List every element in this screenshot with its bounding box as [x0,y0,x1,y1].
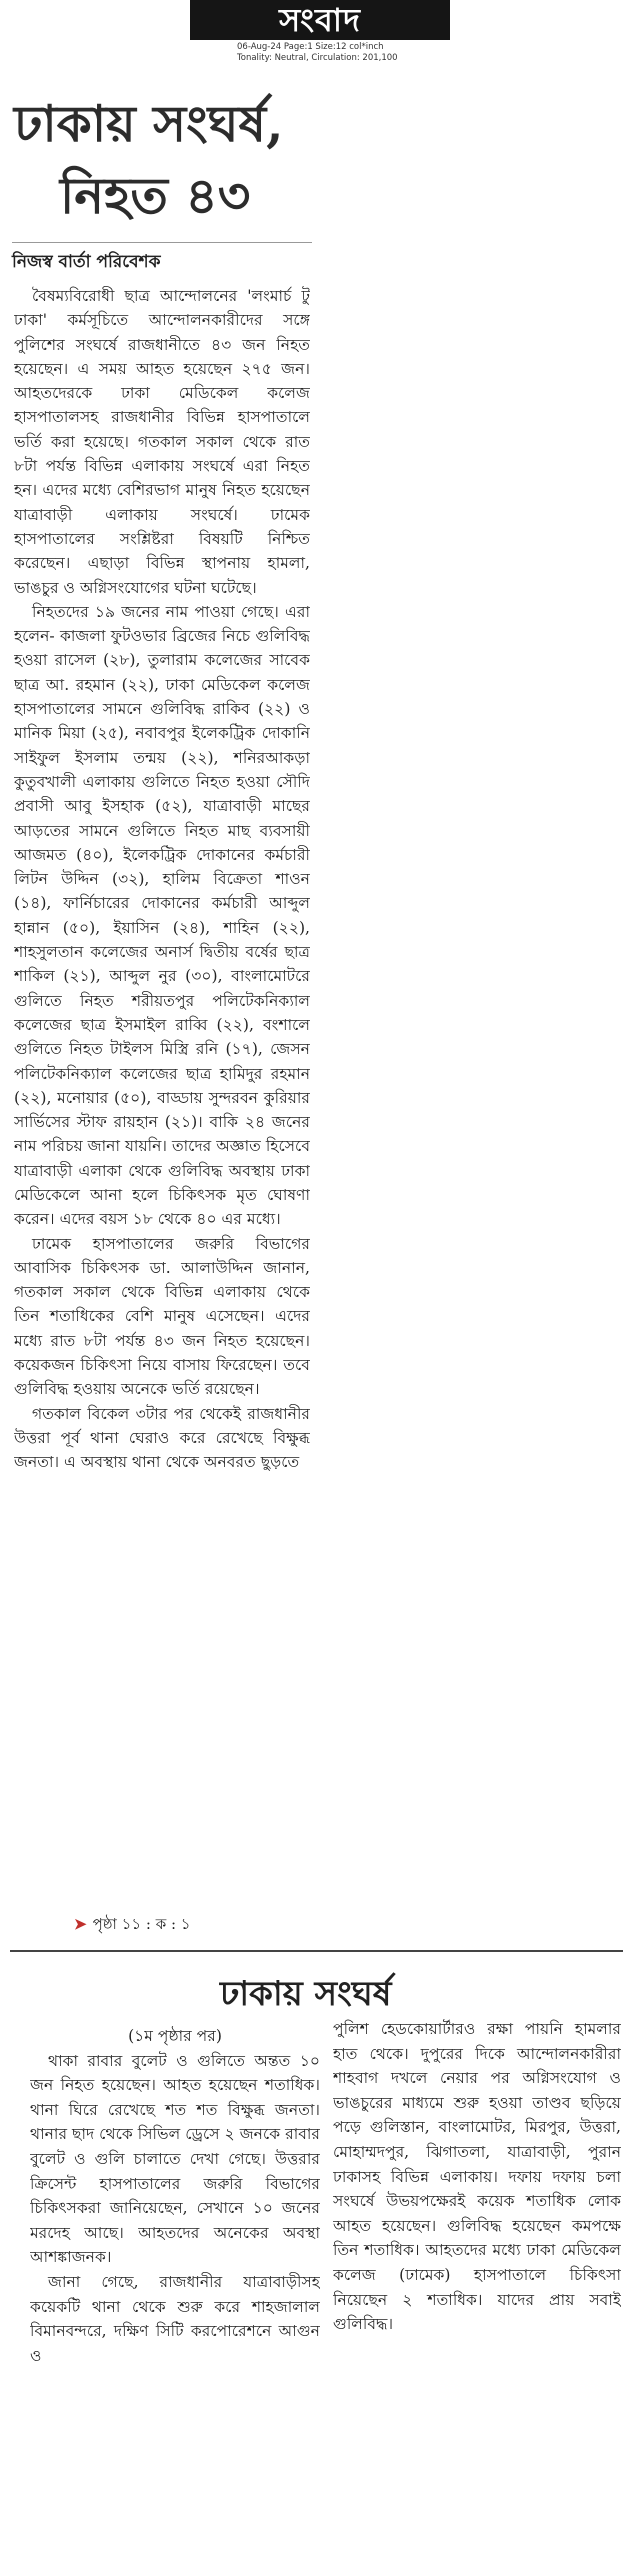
continued-from-label: (১ম পৃষ্ঠার পর) [128,2027,222,2045]
article-paragraph: জানা গেছে, রাজধানীর যাত্রাবাড়ীসহ কয়েকটি থানা থেকে শুরু করে শাহজালাল বিমানবন্দরে, দক্ষিণ সিটি করপোরেশনে আগুন ও [30,2272,320,2365]
headline-line-1: ঢাকায় সংঘর্ষ, [14,94,284,153]
continuation-column-left [30,2024,320,2444]
byline: নিজস্ব বার্তা পরিবেশক [12,252,161,272]
continuation-column-right [333,2017,621,2447]
continuation-headline: ঢাকায় সংঘর্ষ [220,1974,392,2014]
article-paragraph: ঢামেক হাসপাতালের জরুরি বিভাগের আবাসিক চিকিৎসক ডা. আলাউদ্দিন জানান, গতকাল সকাল থেকে বিভিন্ন এলাকায় থেকে তিন শতাধিকের বেশি মানুষ এসেছেন। এদের মধ্যে রাত ৮টা পর্যন্ত ৪৩ জন নিহত হয়েছেন। কয়েকজন চিকিৎসা নিয়ে বাসায় ফিরেছেন। তবে গুলিবিদ্ধ হওয়ায় অনেকে ভর্তি রয়েছেন। [14,1234,310,1399]
headline-divider [12,242,312,243]
continuation-divider [10,1950,623,1952]
article-paragraph: থাকা রাবার বুলেট ও গুলিতে অন্তত ১০ জন নিহত হয়েছেন। আহত হয়েছেন শতাধিক। থানা ঘিরে রেখেছে শত শত বিক্ষুব্ধ জনতা। থানার ছাদ থেকে সিভিল ড্রেসে ২ জনকে রাবার বুলেট ও গুলি চালাতে দেখা গেছে। উত্তরার ক্রিসেন্ট হাসপাতালের জরুরি বিভাগের চিকিৎসকরা জানিয়েছেন, সেখানে ১০ জনের মরদেহ আছে। আহতদের অনেকের অবস্থা আশঙ্কাজনক। [30,2051,320,2267]
article-headline [14,88,314,232]
article-body [14,284,310,1910]
arrow-icon: ➤ [74,1915,87,1933]
clipping-meta-line: Tonality: Neutral, Circulation: 201,100 [237,53,398,63]
article-paragraph: নিহতদের ১৯ জনের নাম পাওয়া গেছে। এরা হলেন- কাজলা ফুটওভার ব্রিজের নিচে গুলিবিদ্ধ হওয়া রাসেল (২৮), তুলারাম কলেজের সাবেক ছাত্র আ. রহমান (২২), ঢাকা মেডিকেল কলেজ হাসপাতালের সামনে গুলিবিদ্ধ রাকিব (২২) ও মানিক মিয়া (২৫), নবাবপুর ইলেকট্রিক দোকানি সাইফুল ইসলাম তন্ময় (২২), শনিরআকড়া কুতুবখালী এলাকায় গুলিতে নিহত হওয়া সৌদি প্রবাসী আবু ইসহাক (৫২), যাত্রাবাড়ী মাছের আড়তের সামনে গুলিতে নিহত মাছ ব্যবসায়ী আজমত (৪০), ইলেকট্রিক দোকানের কর্মচারী লিটন উদ্দিন (৩২), হালিম বিক্রেতা শাওন (১৪), ফার্নিচারের দোকানের কর্মচারী আব্দুল হান্নান (৫০), ইয়াসিন (২৪), শাহিন (২২), শাহসুলতান কলেজের অনার্স দ্বিতীয় বর্ষের ছাত্র শাকিল (২১), আব্দুল নুর (৩০), বাংলামোটরে গুলিতে নিহত শরীয়তপুর পলিটেকনিক্যাল কলেজের ছাত্র ইসমাইল রাব্বি (২২), বংশালে গুলিতে নিহত টাইলস মিস্ত্রি রনি (১৭), জেসন পলিটেকনিক্যাল কলেজের ছাত্র হামিদুর রহমান (২২), মনোয়ার (৫০), বাড্ডায় সুন্দরবন কুরিয়ার সার্ভিসের স্টাফ রায়হান (২১)। বাকি ২৪ জনের নাম পরিচয় জানা যায়নি। তাদের অজ্ঞাত হিসেবে যাত্রাবাড়ী এলাকা থেকে গুলিবিদ্ধ অবস্থায় ঢাকা মেডিকেলে আনা হলে চিকিৎসক মৃত ঘোষণা করেন। এদের বয়স ১৮ থেকে ৪০ এর মধ্যে। [14,602,310,1229]
article-paragraph: পুলিশ হেডকোয়ার্টারও রক্ষা পায়নি হামলার হাত থেকে। দুপুরের দিকে আন্দোলনকারীরা শাহবাগ দখলে নেয়ার পর অগ্নিসংযোগ ও ভাঙচুরের মাধ্যমে শুরু হওয়া তাণ্ডব ছড়িয়ে পড়ে গুলিস্তান, বাংলামোটর, মিরপুর, উত্তরা, মোহাম্মদপুর, ঝিগাতলা, যাত্রাবাড়ী, পুরান ঢাকাসহ বিভিন্ন এলাকায়। দফায় দফায় চলা সংঘর্ষে উভয়পক্ষেরই কয়েক শতাধিক লোক আহত হয়েছেন। গুলিবিদ্ধ হয়েছেন কমপক্ষে তিন শতাধিক। আহতদের মধ্যে ঢাকা মেডিকেল কলেজ (ঢামেক) হাসপাতালে চিকিৎসা নিয়েছেন ২ শতাধিক। যাদের প্রায় সবাই গুলিবিদ্ধ। [333,2020,621,2334]
headline-line-2: নিহত ৪৩ [60,166,251,225]
clipping-meta-line: 06-Aug-24 Page:1 Size:12 col*inch [237,42,384,52]
newspaper-masthead: সংবাদ [190,0,450,40]
jump-label: পৃষ্ঠা ১১ : ক : ১ [92,1915,191,1933]
article-paragraph: বৈষম্যবিরোধী ছাত্র আন্দোলনের 'লংমার্চ টু ঢাকা' কর্মসূচিতে আন্দোলনকারীদের সঙ্গে পুলিশের সংঘর্ষে রাজধানীতে ৪৩ জন নিহত হয়েছেন। এ সময় আহত হয়েছেন ২৭৫ জন। আহতদেরকে ঢাকা মেডিকেল কলেজ হাসপাতালসহ রাজধানীর বিভিন্ন হাসপাতালে ভর্তি করা হয়েছে। গতকাল সকাল থেকে রাত ৮টা পর্যন্ত বিভিন্ন এলাকায় সংঘর্ষে এরা নিহত হন। এদের মধ্যে বেশিরভাগ মানুষ নিহত হয়েছেন যাত্রাবাড়ী এলাকায় সংঘর্ষে। ঢামেক হাসপাতালের সংশ্লিষ্টরা বিষয়টি নিশ্চিত করেছেন। এছাড়া বিভিন্ন স্থাপনায় হামলা, ভাঙচুর ও অগ্নিসংযোগের ঘটনা ঘটেছে। [14,287,310,597]
article-paragraph: গতকাল বিকেল ৩টার পর থেকেই রাজধানীর উত্তরা পূর্ব থানা ঘেরাও করে রেখেছে বিক্ষুব্ধ জনতা। এ অবস্থায় থানা থেকে অনবরত ছুড়তে [14,1404,310,1472]
clipping-metadata [237,42,437,64]
continued-on-note [74,1913,191,1938]
